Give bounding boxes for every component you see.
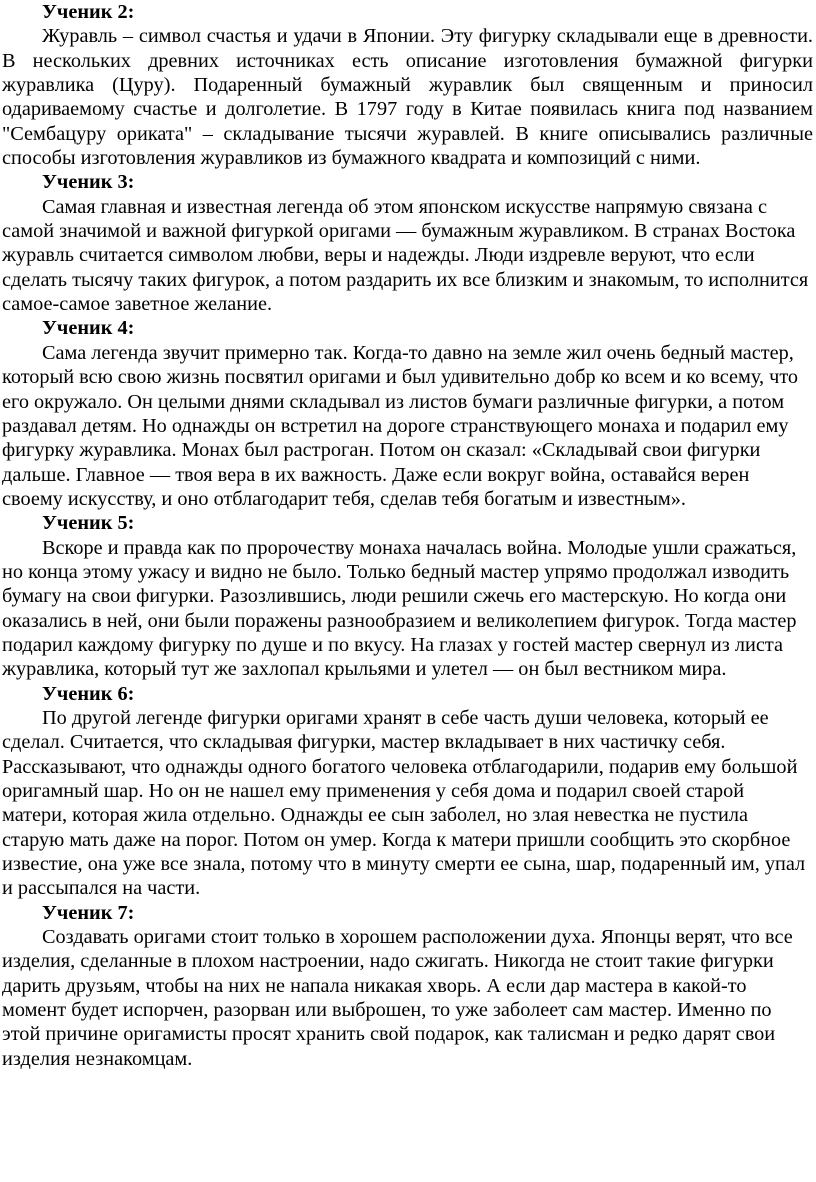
- section-heading-student-4: Ученик 4:: [42, 317, 135, 340]
- section-heading-student-3: Ученик 3:: [42, 171, 135, 194]
- section-text-student-5: Вскоре и правда как по пророчеству монаха началась война. Молодые ушли сражаться, но конца этому ужасу и видно не было. Только бедный мастер упрямо продолжал изводить бумагу на свои фигурки. Разозлившись, люди решили сжечь его мастерскую. Но когда они оказались в ней, они были поражены разнообразием и великолепием фигурок. Тогда мастер подарил каждому фигурку по душе и по вкусу. На глазах у гостей мастер свернул из листа журавлика, который тут же захлопал крыльями и улетел — он был вестником мира.: [2, 536, 797, 681]
- section-text-student-3: Самая главная и известная легенда об этом японском искусстве напрямую связана с самой значимой и важной фигуркой оригами — бумажным журавликом. В странах Востока журавль считается символом любви, веры и надежды. Люди издревле веруют, что если сделать тысячу таких фигурок, а потом раздарить их все близким и знакомым, то исполнится самое-самое заветное желание.: [2, 195, 809, 316]
- section-heading-student-5: Ученик 5:: [42, 512, 135, 535]
- section-heading-student-6: Ученик 6:: [42, 682, 135, 705]
- section-heading-student-7: Ученик 7:: [42, 901, 135, 924]
- section-text-student-4: Сама легенда звучит примерно так. Когда-то давно на земле жил очень бедный мастер, который всю свою жизнь посвятил оригами и был удивительно добр ко всем и ко всему, что его окружало. Он целыми днями складывал из листов бумаги различные фигурки, а потом раздавал детям. Но однажды он встретил на дороге странствующего монаха и подарил ему фигурку журавлика. Монах был растроган. Потом он сказал: «Складывай свои фигурки дальше. Главное — твоя вера в их важность. Даже если вокруг война, оставайся верен своему искусству, и оно отблагодарит тебя, сделав тебя богатым и известным».: [2, 341, 799, 510]
- section-text-student-6: По другой легенде фигурки оригами хранят в себе часть души человека, который ее сделал. Считается, что складывая фигурки, мастер вкладывает в них частичку себя. Рассказывают, что однажды одного богатого человека отблагодарили, подарив ему большой оригамный шар. Но он не нашел ему применения у себя дома и подарил своей старой матери, которая жила отдельно. Однажды ее сын заболел, но злая невестка не пустила старую мать даже на порог. Потом он умер. Когда к матери пришли сообщить это скорбное известие, она уже все знала, потому что в минуту смерти ее сына, шар, подаренный им, упал и рассыпался на части.: [2, 706, 806, 900]
- section-text-student-7: Создавать оригами стоит только в хорошем расположении духа. Японцы верят, что все изделия, сделанные в плохом настроении, надо сжигать. Никогда не стоит такие фигурки дарить друзьям, чтобы на них не напала никакая хворь. А если дар мастера в какой-то момент будет испорчен, разорван или выброшен, то уже заболеет сам мастер. Именно по этой причине оригамисты просят хранить свой подарок, как талисман и редко дарят свои изделия незнакомцам.: [2, 926, 793, 1070]
- section-text-student-2: Журавль – символ счастья и удачи в Японии. Эту фигурку складывали еще в древности. В нескольких древних источниках есть описание изготовления бумажной фигурки журавлика (Цуру). Подаренный бумажный журавлик был священным и приносил одариваемому счастье и долголетие. В 1797 году в Китае появилась книга под названием "Сембацуру ориката" – складывание тысячи журавлей. В книге описывались различные способы изготовления журавликов из бумажного квадрата и композиций с ними.: [2, 25, 813, 170]
- section-heading-student-2: Ученик 2:: [42, 1, 135, 23]
